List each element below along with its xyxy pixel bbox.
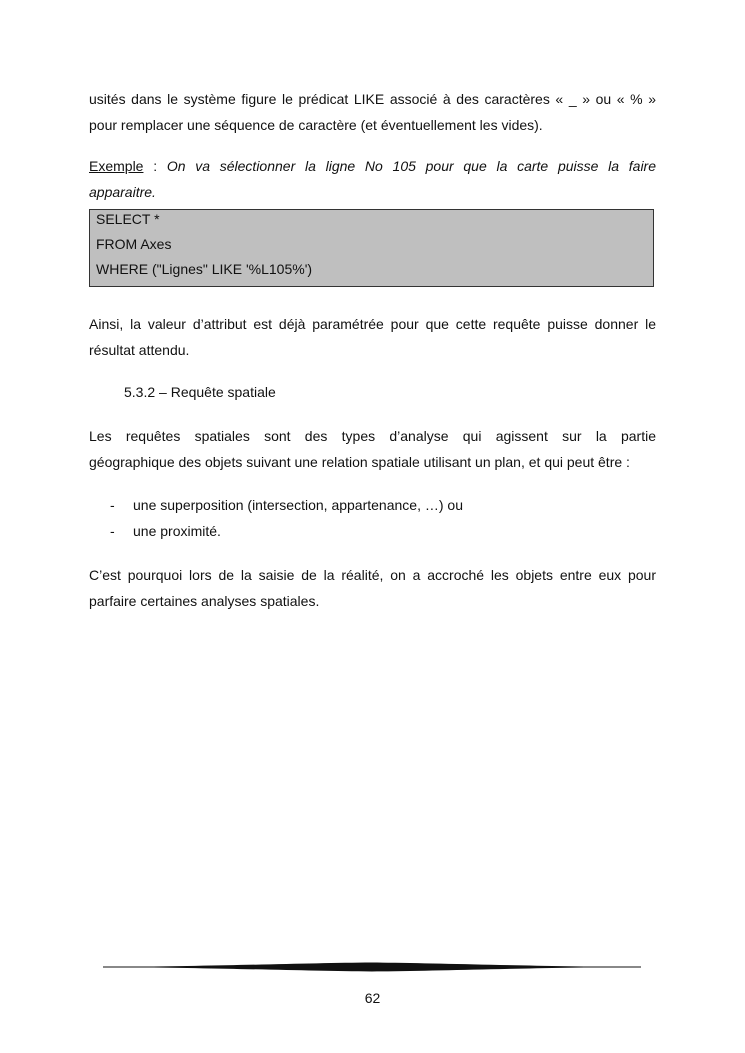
paragraph-line: parfaire certaines analyses spatiales. <box>89 593 320 609</box>
example-text: On va sélectionner la ligne No 105 pour que la carte puisse la faire <box>166 158 657 174</box>
paragraph-line: C’est pourquoi lors de la saisie de la réalité, on a accroché les objets entre eux pour <box>89 567 656 583</box>
sql-line-select: SELECT * <box>96 211 160 227</box>
paragraph-line: résultat attendu. <box>89 342 190 358</box>
dash-bullet: - <box>110 523 115 539</box>
paragraph-line: géographique des objets suivant une relation spatiale utilisant un plan, et qui peut être : <box>89 454 630 470</box>
sql-line-from: FROM Axes <box>96 236 172 252</box>
section-heading: 5.3.2 – Requête spatiale <box>124 384 276 400</box>
paragraph-attribute-value <box>89 311 656 363</box>
bullet-list <box>89 492 656 544</box>
list-item <box>89 492 656 518</box>
page-number: 62 <box>364 990 381 1006</box>
paragraph-like-predicate <box>89 86 656 138</box>
sql-line-where: WHERE ("Lignes" LIKE '%L105%') <box>96 261 313 277</box>
paragraph-line: Les requêtes spatiales sont des types d’analyse qui agissent sur la partie <box>89 428 656 444</box>
dash-bullet: - <box>110 497 115 513</box>
example-separator: : <box>143 158 167 174</box>
paragraph-spatial-queries <box>89 423 656 475</box>
footer-ornament-rule <box>103 961 641 973</box>
example-label: Exemple <box>89 158 144 174</box>
paragraph-line: usités dans le système figure le prédicat LIKE associé à des caractères « _ » ou « % » <box>89 91 656 107</box>
list-item-text: une proximité. <box>133 523 221 539</box>
list-item-text: une superposition (intersection, appartenance, …) ou <box>133 497 463 513</box>
paragraph-line: Ainsi, la valeur d’attribut est déjà paramétrée pour que cette requête puisse donner le <box>89 316 656 332</box>
sql-code-block <box>89 209 654 287</box>
list-item <box>89 518 656 544</box>
paragraph-line: pour remplacer une séquence de caractère (et éventuellement les vides). <box>89 117 543 133</box>
example-text-continued: apparaitre. <box>89 184 156 200</box>
example-paragraph <box>89 153 656 205</box>
example-line <box>89 153 656 179</box>
paragraph-conclusion <box>89 562 656 614</box>
